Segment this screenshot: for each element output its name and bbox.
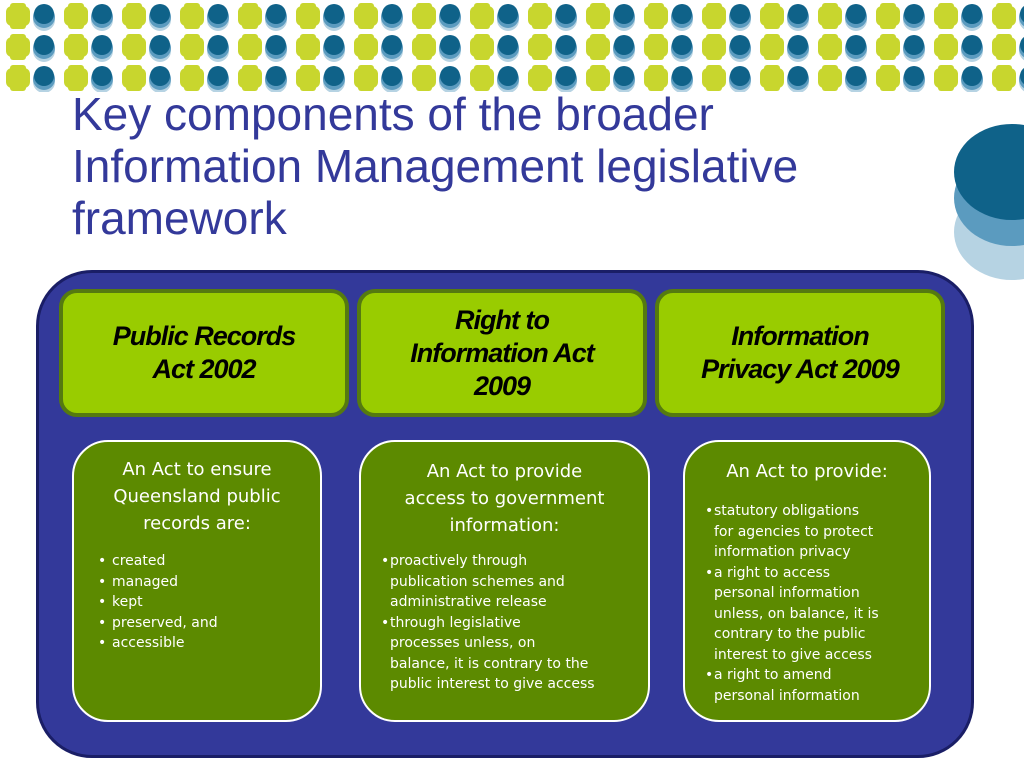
heading-line: Privacy Act 2009 bbox=[701, 354, 899, 384]
list-item: • kept bbox=[98, 594, 143, 610]
list-item: • preserved, and bbox=[98, 614, 218, 631]
heading-line: 2009 bbox=[473, 370, 531, 401]
list-item: • a right to amend personal information bbox=[705, 667, 860, 704]
decorative-pattern-banner bbox=[0, 0, 1024, 92]
heading-line: Information bbox=[731, 321, 869, 351]
intro-text: An Act to provide: bbox=[726, 461, 888, 482]
intro-text: An Act to ensure Queensland public records are: bbox=[113, 459, 281, 534]
bullet-list bbox=[369, 551, 640, 695]
list-item: • managed bbox=[98, 573, 179, 590]
bullet-list bbox=[693, 501, 921, 706]
description-information-privacy-act bbox=[683, 440, 931, 722]
description-public-records-act bbox=[72, 440, 322, 722]
list-item: • a right to access personal information unless, on balance, it is contrary to the public interest to give access bbox=[705, 564, 879, 663]
heading-line: Right to bbox=[455, 304, 549, 335]
description-right-to-information-act bbox=[359, 440, 650, 722]
heading-right-to-information-act bbox=[357, 289, 647, 417]
intro-text: An Act to provide access to government information: bbox=[404, 461, 605, 536]
list-item: • statutory obligations for agencies to protect information privacy bbox=[705, 503, 874, 560]
list-item: • through legislative processes unless, on balance, it is contrary to the public interest to give access bbox=[381, 614, 595, 692]
list-item: • proactively through publication schemes and administrative release bbox=[381, 553, 565, 610]
decorative-circles bbox=[954, 110, 1024, 300]
heading-information-privacy-act bbox=[655, 289, 945, 417]
list-item: • accessible bbox=[98, 635, 185, 651]
heading-line: Act 2002 bbox=[152, 354, 256, 384]
list-item: • created bbox=[98, 553, 166, 569]
heading-public-records-act bbox=[59, 289, 349, 417]
heading-line: Information Act bbox=[410, 337, 594, 368]
heading-line: Public Records bbox=[112, 321, 296, 351]
slide-title: Key components of the broader Information Management legislative framework bbox=[72, 88, 799, 244]
bullet-list bbox=[84, 551, 310, 654]
